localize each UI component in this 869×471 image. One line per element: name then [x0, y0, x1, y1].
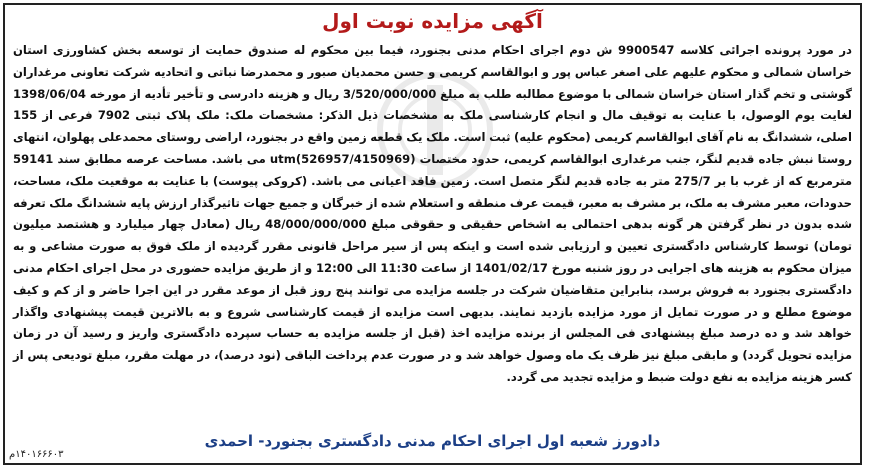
notice-title: آگهی مزایده نوبت اول — [322, 9, 543, 33]
notice-body: در مورد پرونده اجرائی کلاسه 9900547 ش دوم اجرای احکام مدنی بجنورد، فیما بین محکوم له صندوق حمایت از توسعه بخش کشاورزی استان خراسان شمالی و محکوم علیهم علی اصغر عباس پور و ابوالقاسم کریمی و حسن محمدیان صبور و محمدرضا نباتی و اتحادیه شرکت تعاونی مرغداران گوشتی و تخم گذار استان خراسان شمالی با موضوع مطالبه طلب به مبلغ 3/520/000/000 ریال و هزینه دادرسی و تأخیر تأدیه از مورخه 1398/06/04 لغایت یوم الوصول، با عنایت به توقیف مال و انجام کارشناسی ملک به مشخصات ذیل الذکر: مشخصات ملک: ملک پلاک ثبتی 7902 فرعی از 155 اصلی، ششدانگ به نام آقای ابوالقاسم کریمی (محکوم علیه) ثبت است. ملک یک قطعه زمین واقع در بجنورد، اراضی روستای محمدعلی پهلوان، انتهای روستا نبش جاده قدیم لنگر، جنب مرغداری ابوالقاسم کریمی، حدود مختصات (526957/4150969)utm می باشد. مساحت عرصه مطابق سند 59141 مترمربع که از غرب با بر 275/7 متر به جاده قدیم لنگر متصل است. زمین فاقد اعیانی می باشد. (کروکی پیوست) با عنایت به موقعیت ملک، مساحت، حدودات، معبر مشرف به ملک، بر مشرف به معبر، قیمت عرف منطقه و استعلام شده از خبرگان و جمیع جهات تاثیرگذار ارزش پایه ششدانگ ملک تعرفه شده بدون در نظر گرفتن هر گونه بدهی احتمالی به اشخاص حقیقی و حقوقی مبلغ 48/000/000/000 ریال (معادل چهار میلیارد و هشتصد میلیون تومان) توسط کارشناس دادگستری تعیین و ارزیابی شده است و اینکه پس از سیر مراحل قانونی مقرر گردیده از ملک فوق به صورت مشاعی و به میزان محکوم به هزینه های اجرایی در روز شنبه مورخ 1401/02/17 از ساعت 11:30 الی 12:00 و از طریق مزایده حضوری در محل اجرای احکام مدنی دادگستری بجنورد به فروش برسد، بنابراین متقاضیان شرکت در جلسه مزایده می توانند پنج روز قبل از موعد مقرر در این اجرا حاضر و از کم و کیف موضوع مطلع و در صورت تمایل از مورد مزایده بازدید نمایند. بدیهی است مزایده از قیمت کارشناسی شروع و به بالاترین قیمت پیشنهادی واگذار خواهد شد و ده درصد مبلغ پیشنهادی فی المجلس از برنده مزایده اخذ (قبل از جلسه مزایده به حساب سپرده دادگستری واریز و رسید آن در زمان مزایده تحویل گردد) و مابقی مبلغ نیز ظرف یک ماه وصول خواهد شد و در صورت عدم پرداخت الباقی (نود درصد)، در مهلت مقرر، مبلغ تودیعی پس از کسر هزینه مزایده به نفع دولت ضبط و مزایده تجدید می گردد. — [13, 43, 853, 384]
notice-frame — [3, 3, 862, 465]
notice-signature: دادورز شعبه اول اجرای احکام مدنی دادگستری بجنورد- احمدی — [204, 432, 661, 450]
reference-code: ۱۴۰۱۶۶۶۰۳م — [9, 449, 64, 460]
